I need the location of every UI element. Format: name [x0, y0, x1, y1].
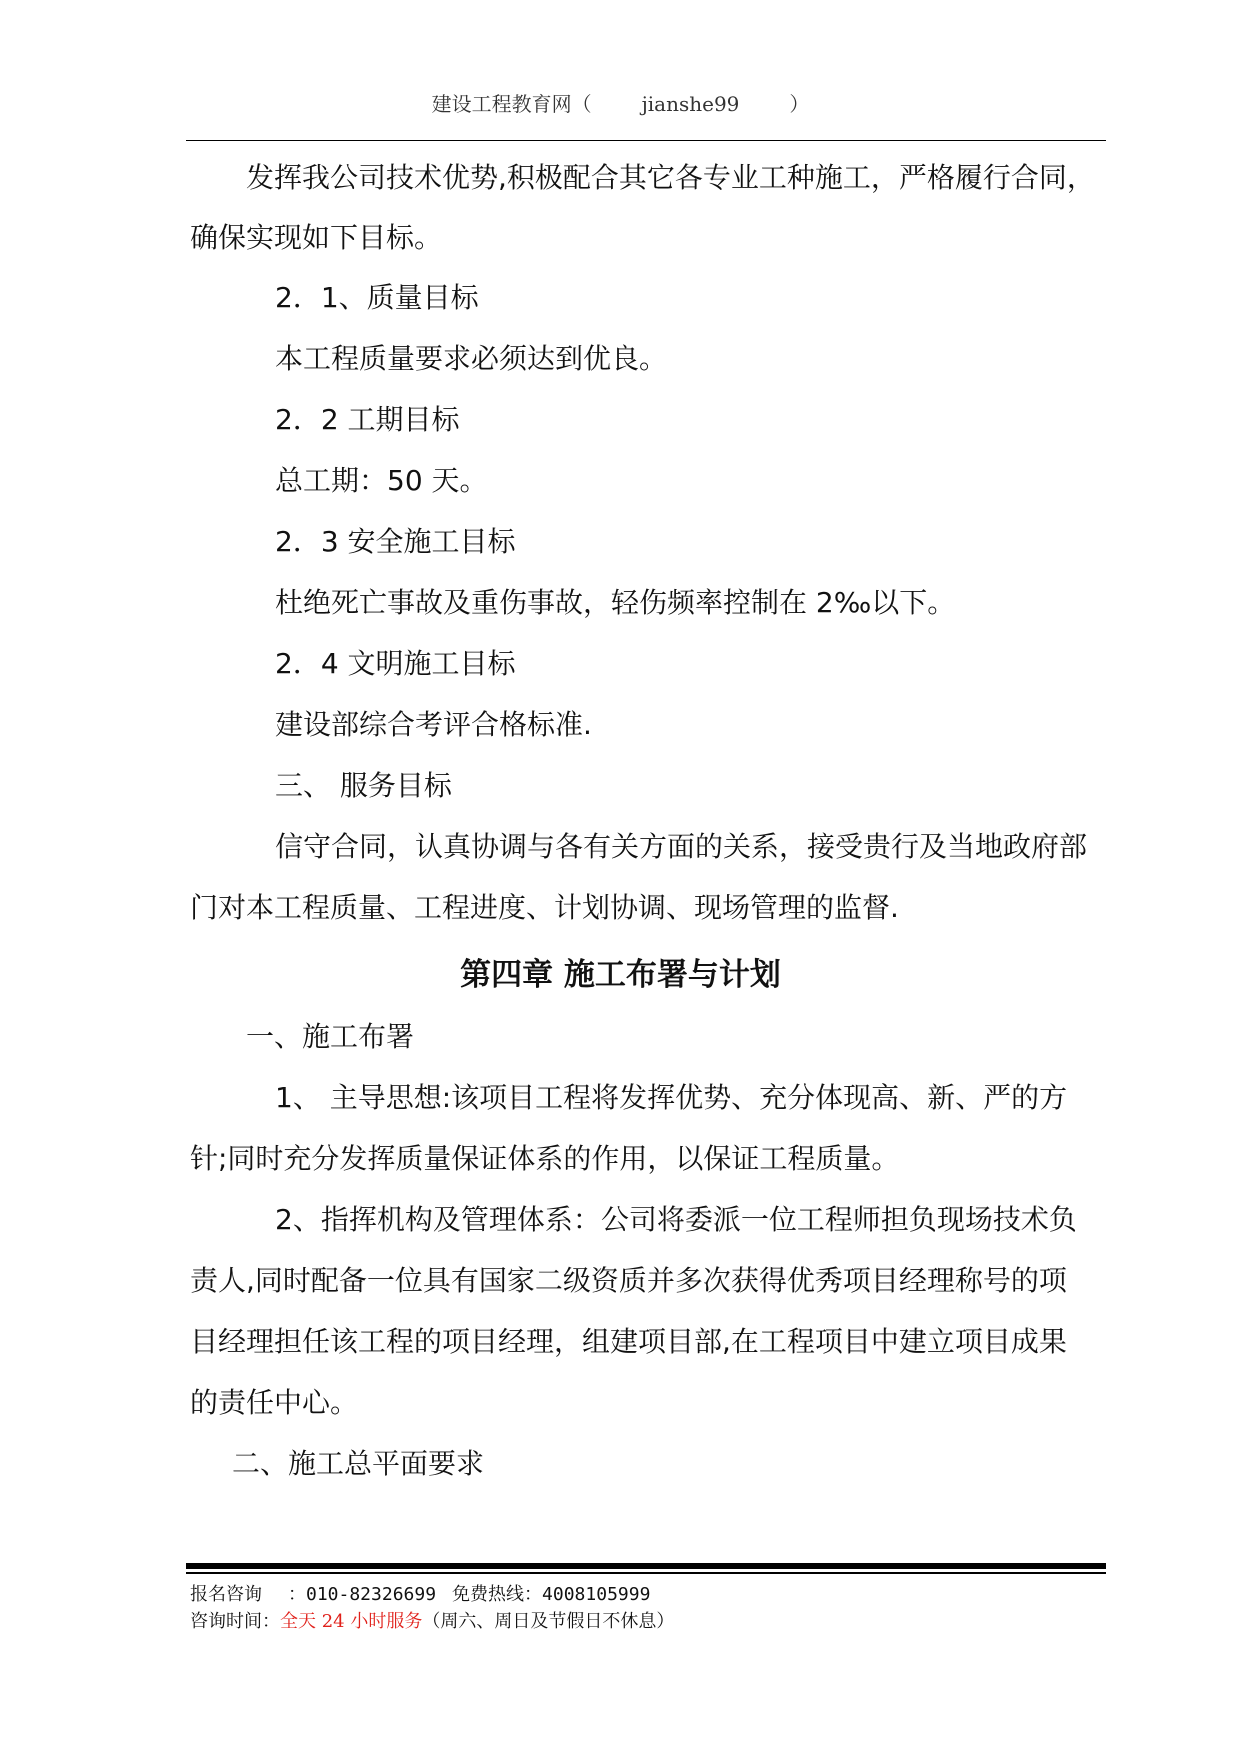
footer-consult-phone: ：010-82326699 — [288, 1584, 437, 1605]
section-2-2-text: 总工期：50 天。 — [275, 464, 488, 497]
section-2-1-title: 2．1、质量目标 — [275, 281, 479, 314]
footer-hours-line — [190, 1609, 674, 1635]
header-divider — [186, 140, 1106, 141]
intro-line-2: 确保实现如下目标。 — [190, 221, 443, 254]
chapter-4-para-2-line-3: 目经理担任该工程的项目经理，组建项目部,在工程项目中建立项目成果 — [190, 1325, 1067, 1358]
section-2-2-title: 2．2 工期目标 — [275, 403, 460, 436]
section-2-1-text: 本工程质量要求必须达到优良。 — [275, 342, 668, 375]
section-2-3-text: 杜绝死亡事故及重伤事故，轻伤频率控制在 2‰以下。 — [275, 586, 956, 619]
footer-hotline-phone: 4008105999 — [542, 1584, 651, 1605]
section-3-line-2: 门对本工程质量、工程进度、计划协调、现场管理的监督. — [190, 891, 899, 924]
chapter-4-para-1-line-2: 针;同时充分发挥质量保证体系的作用，以保证工程质量。 — [190, 1142, 900, 1175]
footer-divider-thin — [186, 1572, 1106, 1574]
footer-time-label: 咨询时间： — [190, 1611, 280, 1632]
chapter-4-para-2-line-2: 责人,同时配备一位具有国家二级资质并多次获得优秀项目经理称号的项 — [190, 1264, 1067, 1297]
page-header — [0, 88, 1241, 117]
section-2-3-title: 2．3 安全施工目标 — [275, 525, 516, 558]
footer-hotline-label: 免费热线： — [452, 1584, 543, 1605]
intro-line-1: 发挥我公司技术优势,积极配合其它各专业工种施工，严格履行合同， — [246, 161, 1095, 194]
header-site: jianshe99 — [641, 92, 740, 116]
header-title: 建设工程教育网（ — [431, 92, 592, 116]
footer-time-note: （周六、周日及节假日不休息） — [422, 1611, 675, 1632]
section-3-title: 三、 服务目标 — [275, 769, 452, 802]
footer-contact-line — [190, 1582, 650, 1608]
section-3-line-1: 信守合同，认真协调与各有关方面的关系，接受贵行及当地政府部 — [275, 830, 1088, 863]
chapter-4-para-2-line-1: 2、指挥机构及管理体系：公司将委派一位工程师担负现场技术负 — [275, 1203, 1077, 1236]
footer-time-value: 全天 24 小时服务 — [280, 1611, 423, 1632]
footer-divider-thick — [186, 1563, 1106, 1569]
chapter-title: 第四章 施工布署与计划 — [460, 957, 781, 993]
chapter-4-section-2-title: 二、施工总平面要求 — [232, 1447, 485, 1480]
chapter-4-section-1-title: 一、施工布署 — [246, 1020, 415, 1053]
section-2-4-text: 建设部综合考评合格标准. — [275, 708, 592, 741]
chapter-4-para-1-line-1: 1、 主导思想:该项目工程将发挥优势、充分体现高、新、严的方 — [275, 1081, 1068, 1114]
footer-consult-label: 报名咨询 — [190, 1584, 262, 1605]
chapter-4-para-2-line-4: 的责任中心。 — [190, 1386, 359, 1419]
header-close: ） — [789, 92, 810, 116]
section-2-4-title: 2．4 文明施工目标 — [275, 647, 516, 680]
